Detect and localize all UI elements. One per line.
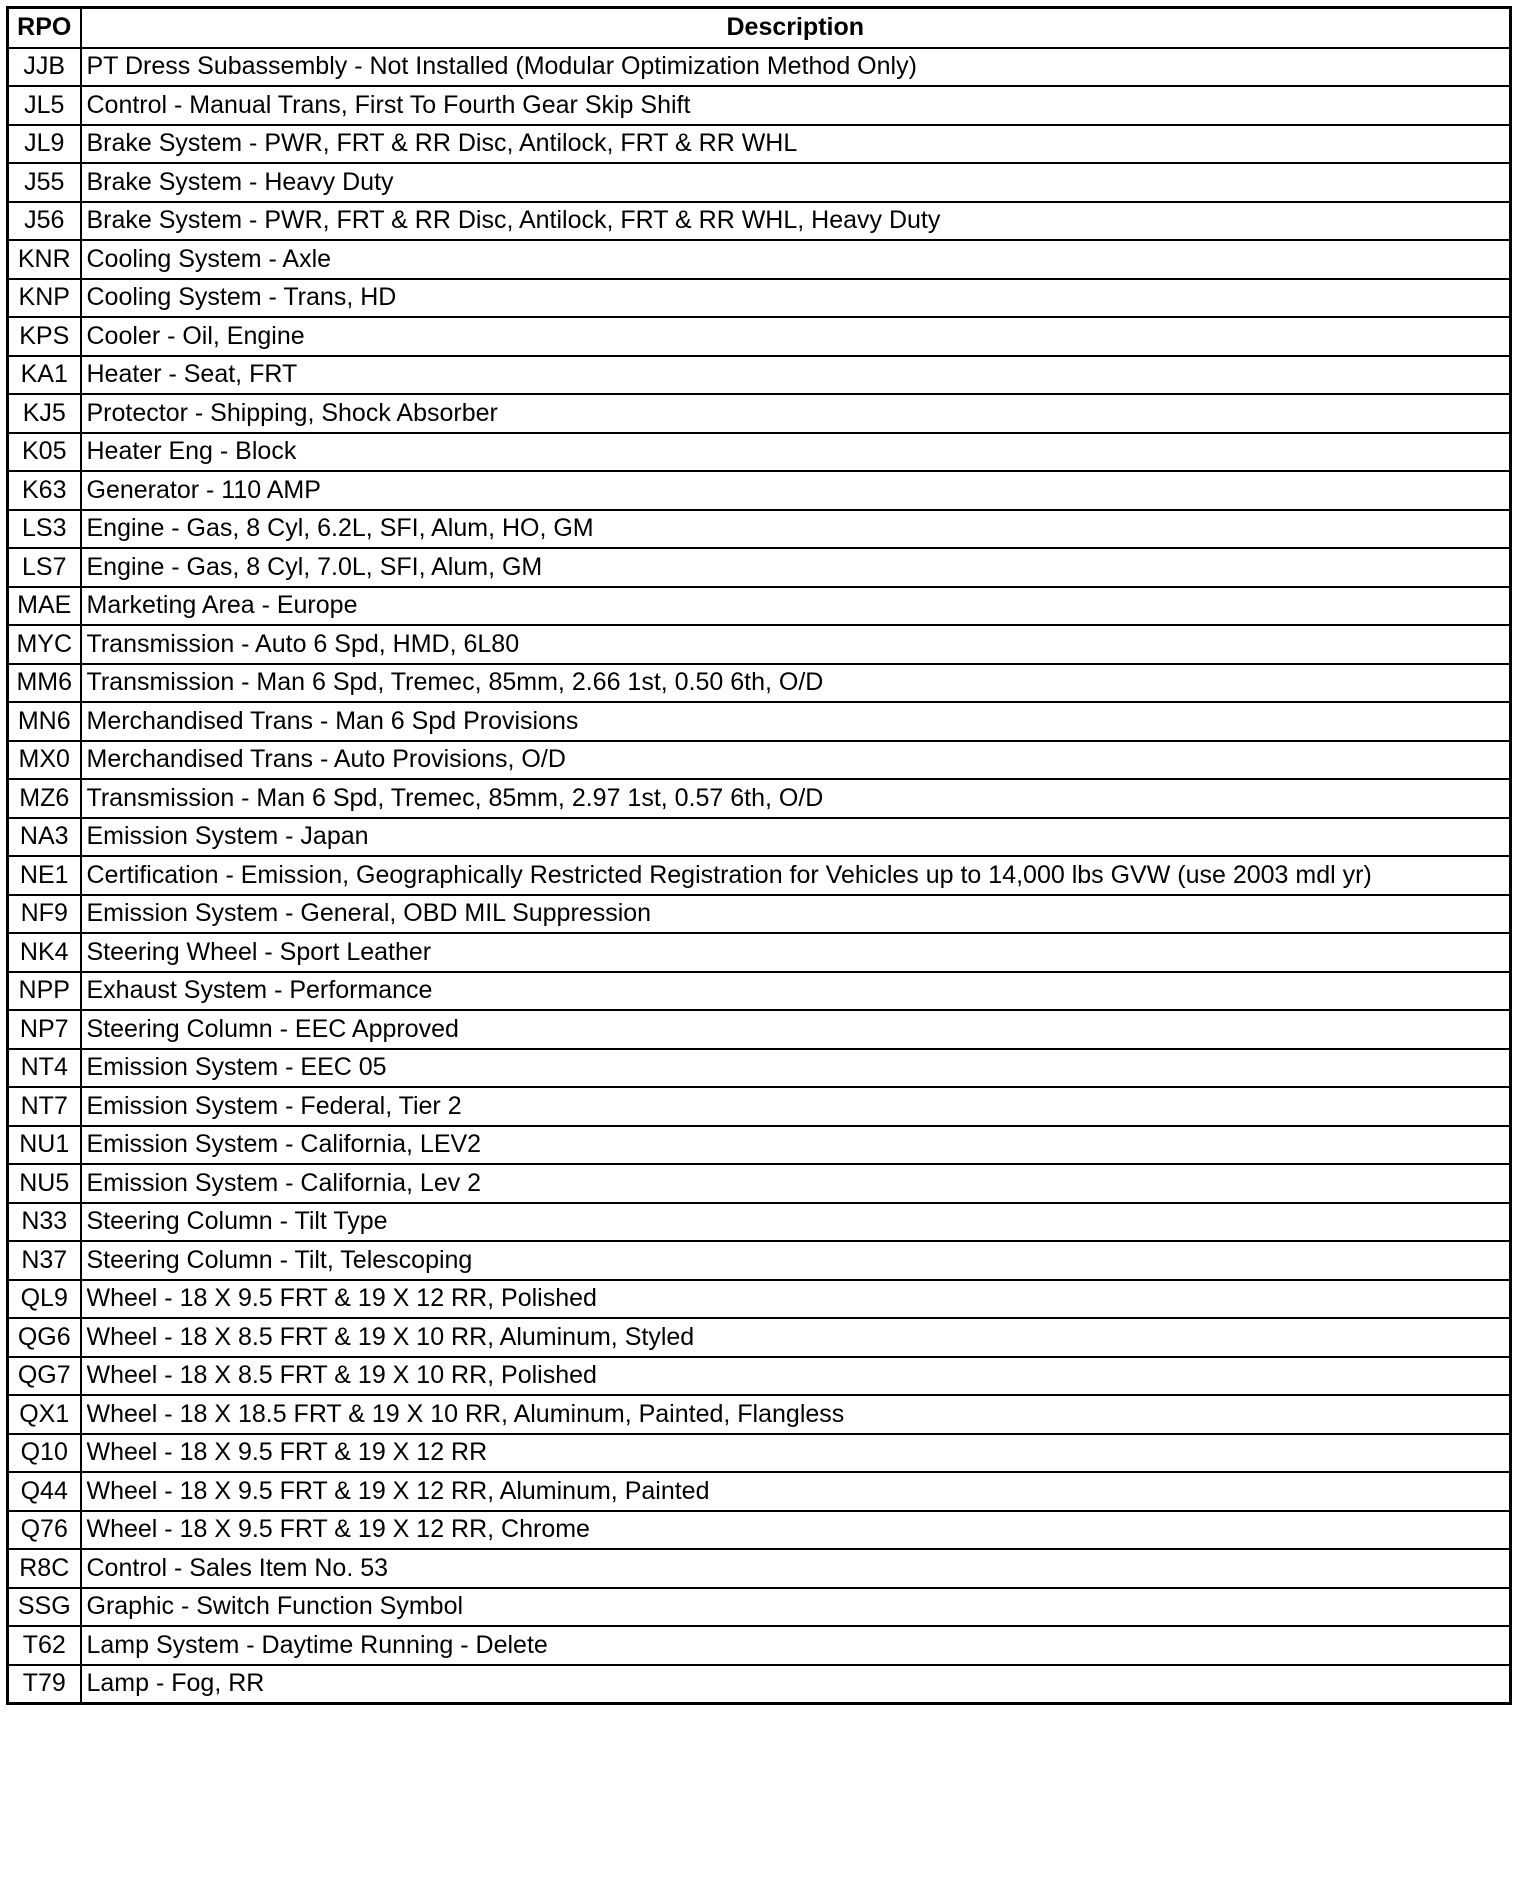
- rpo-code-cell: T62: [8, 1626, 81, 1665]
- header-description: Description: [81, 8, 1511, 48]
- rpo-code-cell: NU1: [8, 1126, 81, 1165]
- table-row: [8, 818, 1511, 857]
- table-row: [8, 1164, 1511, 1203]
- table-row: [8, 1626, 1511, 1665]
- rpo-code-cell: NPP: [8, 972, 81, 1011]
- description-cell: Wheel - 18 X 8.5 FRT & 19 X 10 RR, Aluminum, Styled: [81, 1318, 1511, 1357]
- rpo-code-cell: NA3: [8, 818, 81, 857]
- description-cell: Engine - Gas, 8 Cyl, 7.0L, SFI, Alum, GM: [81, 548, 1511, 587]
- table-row: [8, 1318, 1511, 1357]
- table-row: [8, 48, 1511, 87]
- table-row: [8, 933, 1511, 972]
- description-cell: Emission System - General, OBD MIL Suppression: [81, 895, 1511, 934]
- table-row: [8, 1280, 1511, 1319]
- rpo-code-cell: MZ6: [8, 779, 81, 818]
- rpo-code-cell: SSG: [8, 1588, 81, 1627]
- rpo-code-cell: KNP: [8, 279, 81, 318]
- rpo-code-cell: KPS: [8, 317, 81, 356]
- rpo-code-cell: JL5: [8, 86, 81, 125]
- description-cell: Merchandised Trans - Man 6 Spd Provisions: [81, 702, 1511, 741]
- rpo-code-cell: NT7: [8, 1087, 81, 1126]
- description-cell: Control - Manual Trans, First To Fourth Gear Skip Shift: [81, 86, 1511, 125]
- description-cell: Merchandised Trans - Auto Provisions, O/D: [81, 741, 1511, 780]
- description-cell: Emission System - EEC 05: [81, 1049, 1511, 1088]
- description-cell: Protector - Shipping, Shock Absorber: [81, 394, 1511, 433]
- rpo-code-cell: K05: [8, 433, 81, 472]
- description-cell: Graphic - Switch Function Symbol: [81, 1588, 1511, 1627]
- table-row: [8, 1395, 1511, 1434]
- table-row: [8, 1434, 1511, 1473]
- rpo-code-cell: T79: [8, 1665, 81, 1704]
- table-row: [8, 1549, 1511, 1588]
- table-row: [8, 1357, 1511, 1396]
- header-rpo: RPO: [8, 8, 81, 48]
- description-cell: Brake System - PWR, FRT & RR Disc, Antilock, FRT & RR WHL, Heavy Duty: [81, 202, 1511, 241]
- rpo-code-cell: NF9: [8, 895, 81, 934]
- table-row: [8, 125, 1511, 164]
- rpo-code-cell: LS7: [8, 548, 81, 587]
- table-row: [8, 895, 1511, 934]
- table-row: [8, 1665, 1511, 1704]
- description-cell: Emission System - California, Lev 2: [81, 1164, 1511, 1203]
- table-row: [8, 702, 1511, 741]
- rpo-code-cell: Q44: [8, 1472, 81, 1511]
- table-row: [8, 202, 1511, 241]
- table-header: [8, 8, 1511, 48]
- table-row: [8, 1472, 1511, 1511]
- rpo-code-cell: KA1: [8, 356, 81, 395]
- table-row: [8, 1049, 1511, 1088]
- rpo-code-cell: NT4: [8, 1049, 81, 1088]
- table-row: [8, 394, 1511, 433]
- description-cell: Heater - Seat, FRT: [81, 356, 1511, 395]
- table-row: [8, 972, 1511, 1011]
- description-cell: Transmission - Auto 6 Spd, HMD, 6L80: [81, 625, 1511, 664]
- rpo-code-cell: MM6: [8, 664, 81, 703]
- rpo-code-cell: JL9: [8, 125, 81, 164]
- rpo-code-cell: MX0: [8, 741, 81, 780]
- description-cell: Steering Wheel - Sport Leather: [81, 933, 1511, 972]
- description-cell: Wheel - 18 X 9.5 FRT & 19 X 12 RR: [81, 1434, 1511, 1473]
- rpo-code-cell: NU5: [8, 1164, 81, 1203]
- table-row: [8, 664, 1511, 703]
- table-row: [8, 1087, 1511, 1126]
- header-row: [8, 8, 1511, 48]
- table-row: [8, 1588, 1511, 1627]
- table-row: [8, 433, 1511, 472]
- rpo-code-cell: KNR: [8, 240, 81, 279]
- table-row: [8, 510, 1511, 549]
- description-cell: Control - Sales Item No. 53: [81, 1549, 1511, 1588]
- description-cell: Wheel - 18 X 18.5 FRT & 19 X 10 RR, Aluminum, Painted, Flangless: [81, 1395, 1511, 1434]
- rpo-table: [6, 6, 1512, 1705]
- table-row: [8, 317, 1511, 356]
- rpo-code-cell: Q10: [8, 1434, 81, 1473]
- description-cell: Heater Eng - Block: [81, 433, 1511, 472]
- description-cell: Lamp - Fog, RR: [81, 1665, 1511, 1704]
- rpo-code-cell: J55: [8, 163, 81, 202]
- rpo-code-cell: NE1: [8, 856, 81, 895]
- table-row: [8, 1241, 1511, 1280]
- table-row: [8, 240, 1511, 279]
- table-row: [8, 86, 1511, 125]
- table-row: [8, 1203, 1511, 1242]
- table-row: [8, 279, 1511, 318]
- rpo-code-cell: NP7: [8, 1010, 81, 1049]
- description-cell: Steering Column - EEC Approved: [81, 1010, 1511, 1049]
- rpo-code-cell: MAE: [8, 587, 81, 626]
- description-cell: Emission System - Federal, Tier 2: [81, 1087, 1511, 1126]
- table-row: [8, 587, 1511, 626]
- rpo-code-cell: K63: [8, 471, 81, 510]
- description-cell: Steering Column - Tilt, Telescoping: [81, 1241, 1511, 1280]
- rpo-code-cell: QX1: [8, 1395, 81, 1434]
- rpo-code-cell: QG6: [8, 1318, 81, 1357]
- table-row: [8, 356, 1511, 395]
- rpo-code-cell: QL9: [8, 1280, 81, 1319]
- table-row: [8, 471, 1511, 510]
- description-cell: Exhaust System - Performance: [81, 972, 1511, 1011]
- description-cell: Transmission - Man 6 Spd, Tremec, 85mm, 2.66 1st, 0.50 6th, O/D: [81, 664, 1511, 703]
- table-row: [8, 856, 1511, 895]
- rpo-code-cell: J56: [8, 202, 81, 241]
- description-cell: Cooling System - Trans, HD: [81, 279, 1511, 318]
- rpo-code-cell: N37: [8, 1241, 81, 1280]
- rpo-code-cell: LS3: [8, 510, 81, 549]
- table-row: [8, 548, 1511, 587]
- rpo-code-cell: NK4: [8, 933, 81, 972]
- rpo-code-cell: Q76: [8, 1511, 81, 1550]
- description-cell: Generator - 110 AMP: [81, 471, 1511, 510]
- description-cell: Cooler - Oil, Engine: [81, 317, 1511, 356]
- table-body: [8, 48, 1511, 1704]
- table-row: [8, 741, 1511, 780]
- description-cell: Engine - Gas, 8 Cyl, 6.2L, SFI, Alum, HO, GM: [81, 510, 1511, 549]
- description-cell: Lamp System - Daytime Running - Delete: [81, 1626, 1511, 1665]
- rpo-code-cell: MYC: [8, 625, 81, 664]
- description-cell: Wheel - 18 X 9.5 FRT & 19 X 12 RR, Chrome: [81, 1511, 1511, 1550]
- table-row: [8, 779, 1511, 818]
- table-row: [8, 1126, 1511, 1165]
- description-cell: Steering Column - Tilt Type: [81, 1203, 1511, 1242]
- description-cell: Brake System - Heavy Duty: [81, 163, 1511, 202]
- table-row: [8, 625, 1511, 664]
- rpo-code-cell: R8C: [8, 1549, 81, 1588]
- description-cell: PT Dress Subassembly - Not Installed (Modular Optimization Method Only): [81, 48, 1511, 87]
- description-cell: Brake System - PWR, FRT & RR Disc, Antilock, FRT & RR WHL: [81, 125, 1511, 164]
- table-row: [8, 1511, 1511, 1550]
- description-cell: Marketing Area - Europe: [81, 587, 1511, 626]
- rpo-code-cell: KJ5: [8, 394, 81, 433]
- description-cell: Certification - Emission, Geographically Restricted Registration for Vehicles up to 14,000 lbs GVW (use 2003 mdl yr): [81, 856, 1511, 895]
- rpo-code-cell: QG7: [8, 1357, 81, 1396]
- rpo-code-cell: N33: [8, 1203, 81, 1242]
- description-cell: Wheel - 18 X 9.5 FRT & 19 X 12 RR, Aluminum, Painted: [81, 1472, 1511, 1511]
- description-cell: Emission System - California, LEV2: [81, 1126, 1511, 1165]
- description-cell: Transmission - Man 6 Spd, Tremec, 85mm, 2.97 1st, 0.57 6th, O/D: [81, 779, 1511, 818]
- description-cell: Wheel - 18 X 8.5 FRT & 19 X 10 RR, Polished: [81, 1357, 1511, 1396]
- table-row: [8, 163, 1511, 202]
- description-cell: Emission System - Japan: [81, 818, 1511, 857]
- description-cell: Cooling System - Axle: [81, 240, 1511, 279]
- description-cell: Wheel - 18 X 9.5 FRT & 19 X 12 RR, Polished: [81, 1280, 1511, 1319]
- rpo-code-cell: MN6: [8, 702, 81, 741]
- rpo-code-cell: JJB: [8, 48, 81, 87]
- table-row: [8, 1010, 1511, 1049]
